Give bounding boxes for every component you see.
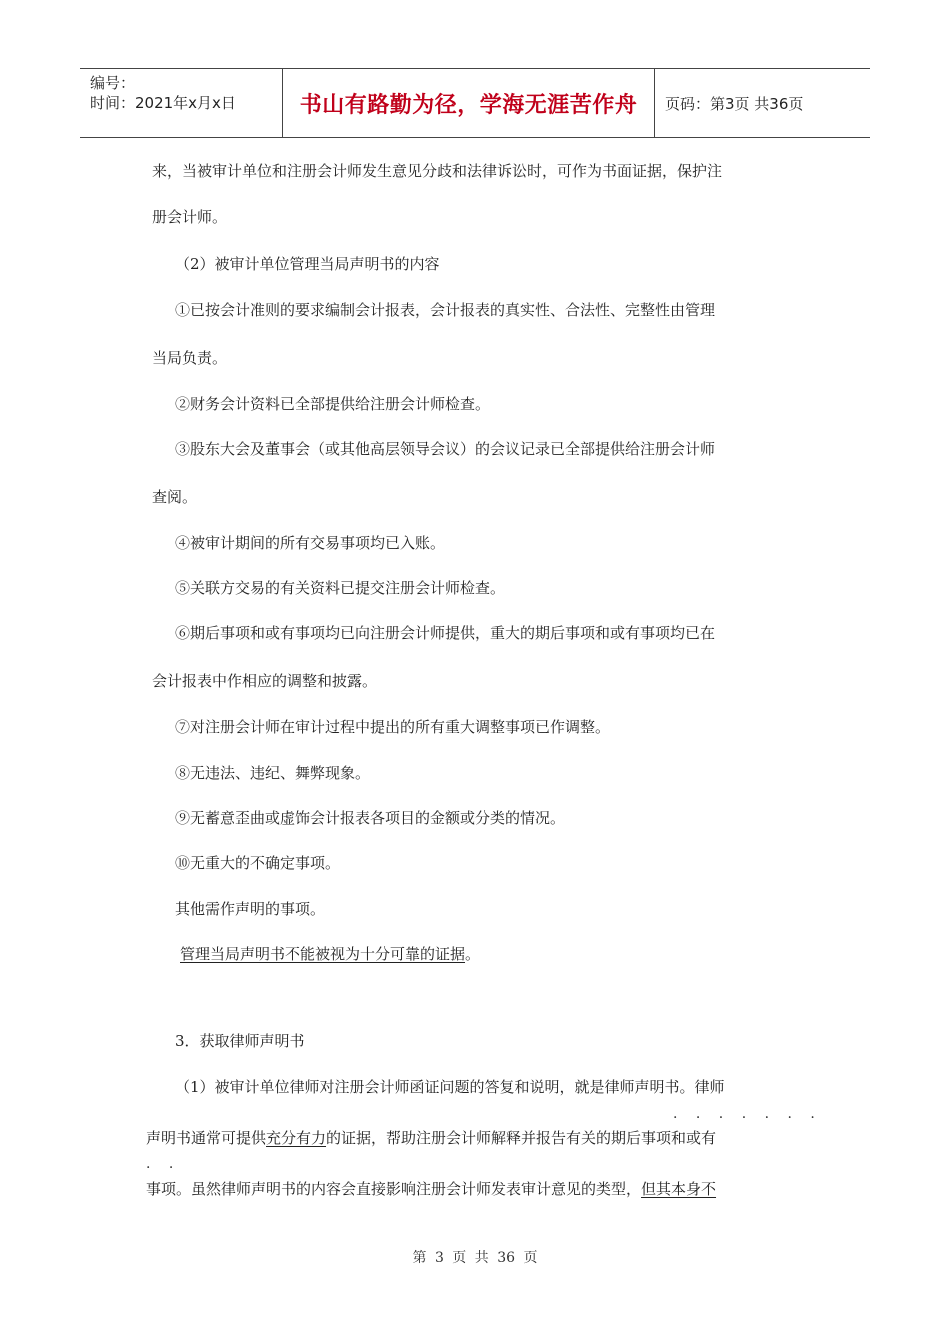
text-segment: 事项。虽然律师声明书的内容会直接影响注册会计师发表审计意见的类型， bbox=[146, 1180, 642, 1198]
underlined-text: 管理当局声明书不能被视为十分可靠的证据 bbox=[180, 945, 466, 963]
list-item: ⑦对注册会计师在审计过程中提出的所有重大调整事项已作调整。 bbox=[175, 718, 611, 736]
paragraph-line: 查阅。 bbox=[152, 488, 198, 506]
date-label: 时间：2021年x月x日 bbox=[90, 94, 236, 112]
motto-text: 书山有路勤为径，学海无涯苦作舟 bbox=[299, 92, 638, 118]
page-footer: 第 3 页 共 36 页 bbox=[412, 1250, 538, 1266]
section-heading: （2）被审计单位管理当局声明书的内容 bbox=[175, 255, 440, 273]
text-segment: 的证据，帮助注册会计师解释并报告有关的期后事项和或有 bbox=[326, 1129, 717, 1147]
paragraph-line: 当局负责。 bbox=[152, 349, 228, 367]
underlined-text: 但其本身不 bbox=[641, 1180, 717, 1198]
header-meta-cell bbox=[80, 69, 283, 137]
list-item: ②财务会计资料已全部提供给注册会计师检查。 bbox=[175, 395, 491, 413]
paragraph-line: 来，当被审计单位和注册会计师发生意见分歧和法律诉讼时，可作为书面证据，保护注 bbox=[152, 162, 723, 180]
list-item: ⑤关联方交易的有关资料已提交注册会计师检查。 bbox=[175, 579, 506, 597]
list-item: ①已按会计准则的要求编制会计报表，会计报表的真实性、合法性、完整性由管理 bbox=[175, 301, 716, 319]
header-page-cell bbox=[655, 69, 870, 137]
underlined-statement bbox=[180, 944, 480, 964]
underlined-text: 充分有力 bbox=[266, 1129, 327, 1147]
paragraph-line bbox=[146, 1179, 716, 1199]
header-motto-cell bbox=[283, 69, 655, 137]
list-item: ⑧无违法、违纪、舞弊现象。 bbox=[175, 764, 371, 782]
paragraph-line: 会计报表中作相应的调整和披露。 bbox=[152, 672, 378, 690]
emphasis-dots: · · · · · · · bbox=[673, 1110, 822, 1126]
paragraph-line: 其他需作声明的事项。 bbox=[175, 900, 326, 918]
paragraph-line: 册会计师。 bbox=[152, 208, 228, 226]
emphasis-dots: · · bbox=[146, 1160, 181, 1176]
period: 。 bbox=[465, 945, 481, 963]
number-label: 编号： bbox=[90, 74, 136, 92]
section-heading: 3．获取律师声明书 bbox=[175, 1032, 305, 1050]
header-table bbox=[80, 68, 870, 138]
list-item: ⑥期后事项和或有事项均已向注册会计师提供，重大的期后事项和或有事项均已在 bbox=[175, 624, 716, 642]
list-item: ④被审计期间的所有交易事项均已入账。 bbox=[175, 534, 446, 552]
paragraph-line: （1）被审计单位律师对注册会计师函证问题的答复和说明，就是律师声明书。律师 bbox=[175, 1078, 725, 1096]
paragraph-line bbox=[146, 1128, 716, 1148]
list-item: ⑨无蓄意歪曲或虚饰会计报表各项目的金额或分类的情况。 bbox=[175, 809, 566, 827]
text-segment: 声明书通常可提供 bbox=[146, 1129, 267, 1147]
list-item: ⑩无重大的不确定事项。 bbox=[175, 854, 341, 872]
list-item: ③股东大会及董事会（或其他高层领导会议）的会议记录已全部提供给注册会计师 bbox=[175, 440, 716, 458]
page-code: 页码：第3页 共36页 bbox=[665, 94, 804, 113]
